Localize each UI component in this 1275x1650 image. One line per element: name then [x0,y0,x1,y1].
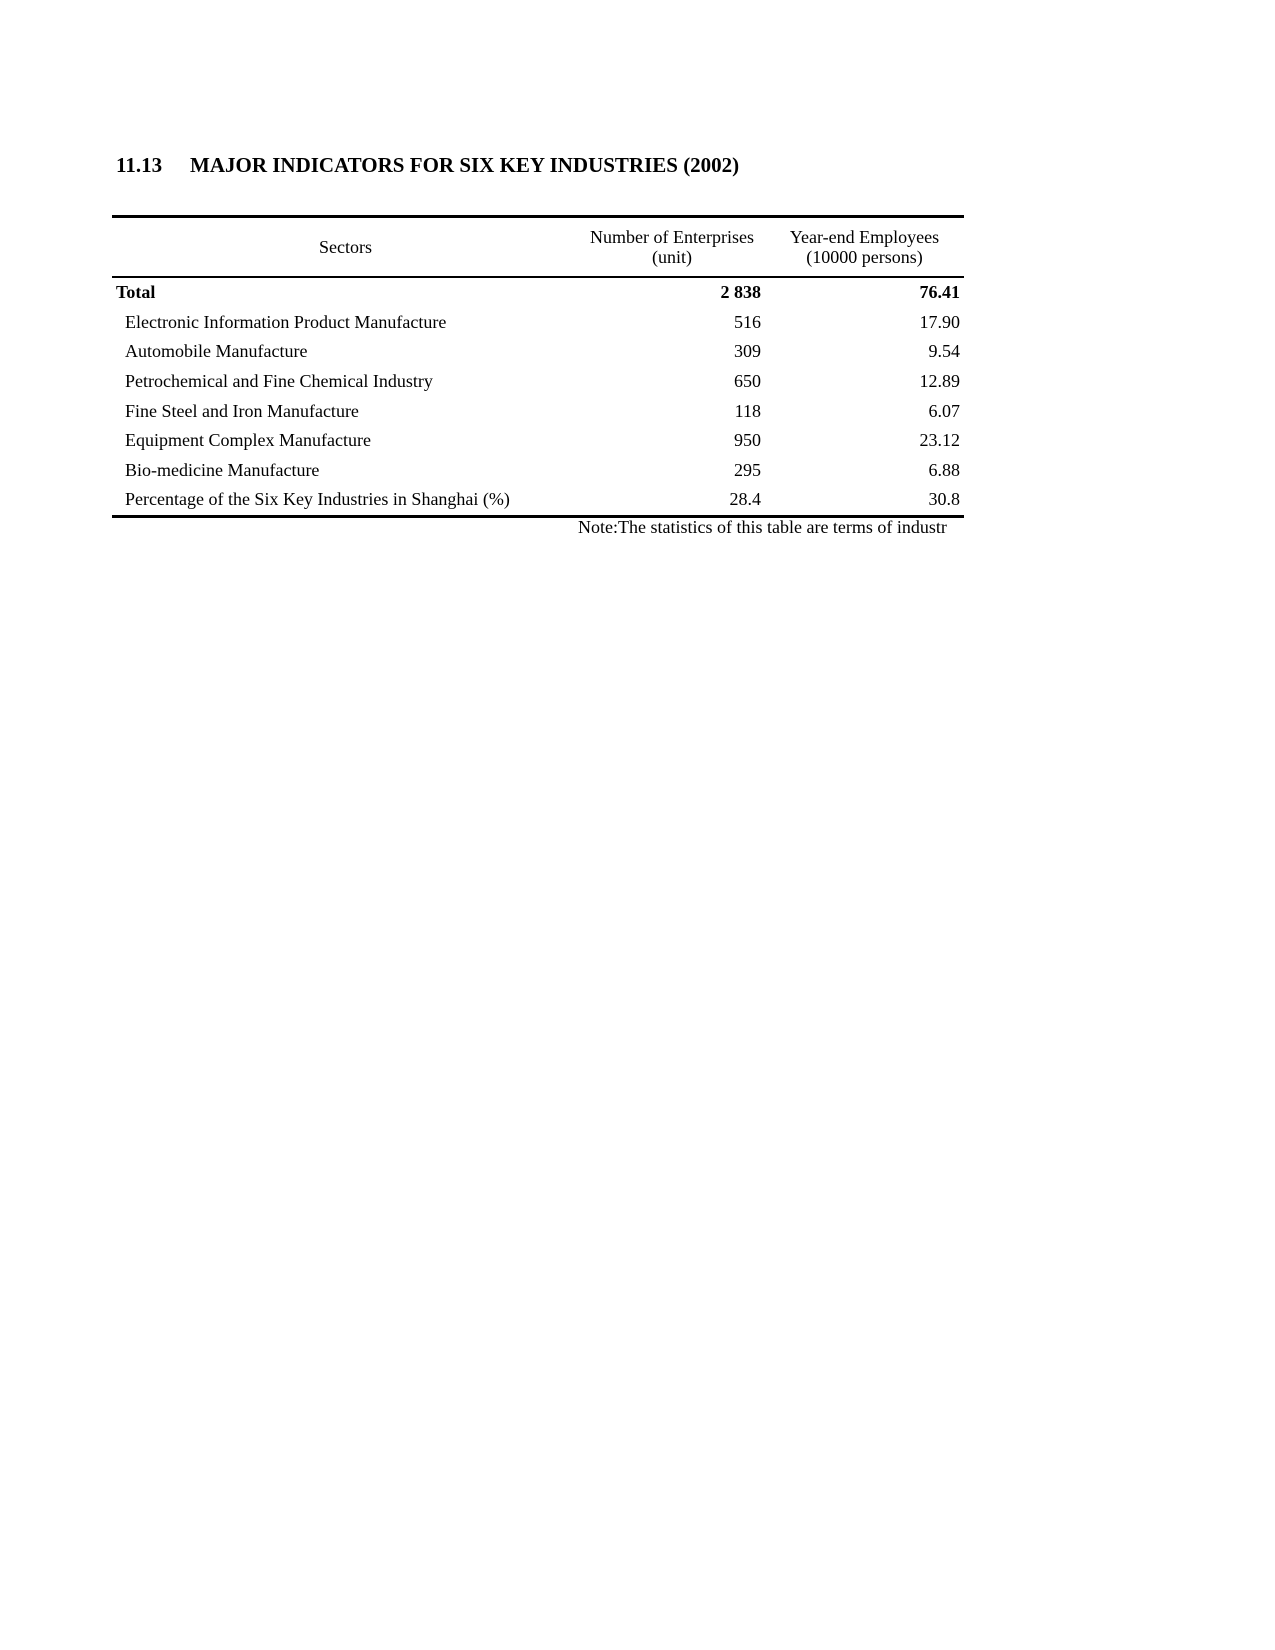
table-row [112,456,964,486]
sector-cell: Fine Steel and Iron Manufacture [125,400,359,421]
enterprises-cell: 309 [734,341,761,362]
sector-cell: Petrochemical and Fine Chemical Industry [125,371,433,392]
header-employees [765,217,964,278]
enterprises-cell: 28.4 [579,485,765,516]
enterprises-cell: 650 [734,371,761,392]
header-enterprises-line2: (unit) [652,247,692,267]
indicators-table [112,215,964,518]
table-row-percentage [112,485,964,516]
table-header [112,217,964,278]
employees-cell: 12.89 [919,371,960,392]
page-title [116,153,739,178]
employees-cell: 9.54 [928,341,960,362]
enterprises-cell: 950 [734,430,761,451]
employees-cell: 76.41 [919,282,960,303]
table-title-text: MAJOR INDICATORS FOR SIX KEY INDUSTRIES (2002) [190,153,740,177]
employees-cell: 6.88 [928,459,960,480]
table-note [578,515,964,539]
employees-cell: 23.12 [919,430,960,451]
employees-cell: 30.8 [765,485,964,516]
table-row [112,367,964,397]
enterprises-cell: 295 [734,459,761,480]
table-row [112,337,964,367]
enterprises-cell: 2 838 [720,282,761,303]
header-employees-line1: Year-end Employees [789,227,940,247]
header-enterprises-line1: Number of Enterprises [590,227,754,247]
sector-cell: Equipment Complex Manufacture [125,430,371,451]
sector-cell: Percentage of the Six Key Industries in Shanghai (%) [112,485,579,516]
table-row [112,426,964,456]
employees-cell: 17.90 [919,311,960,332]
enterprises-cell: 516 [734,311,761,332]
sector-cell: Automobile Manufacture [125,341,308,362]
table-note-text: Note:The statistics of this table are terms of industr [578,517,947,537]
sector-cell: Bio-medicine Manufacture [125,459,320,480]
sector-cell: Total [116,282,156,303]
header-employees-line2: (10000 persons) [806,247,923,267]
employees-cell: 6.07 [928,400,960,421]
table-row-total [112,277,964,308]
table-number: 11.13 [116,153,163,177]
header-sectors-label: Sectors [319,237,372,257]
header-enterprises [579,217,765,278]
enterprises-cell: 118 [734,400,761,421]
header-sectors [112,217,579,278]
table-body [112,277,964,516]
sector-cell: Electronic Information Product Manufacture [125,311,447,332]
table-row [112,308,964,338]
table-row [112,396,964,426]
